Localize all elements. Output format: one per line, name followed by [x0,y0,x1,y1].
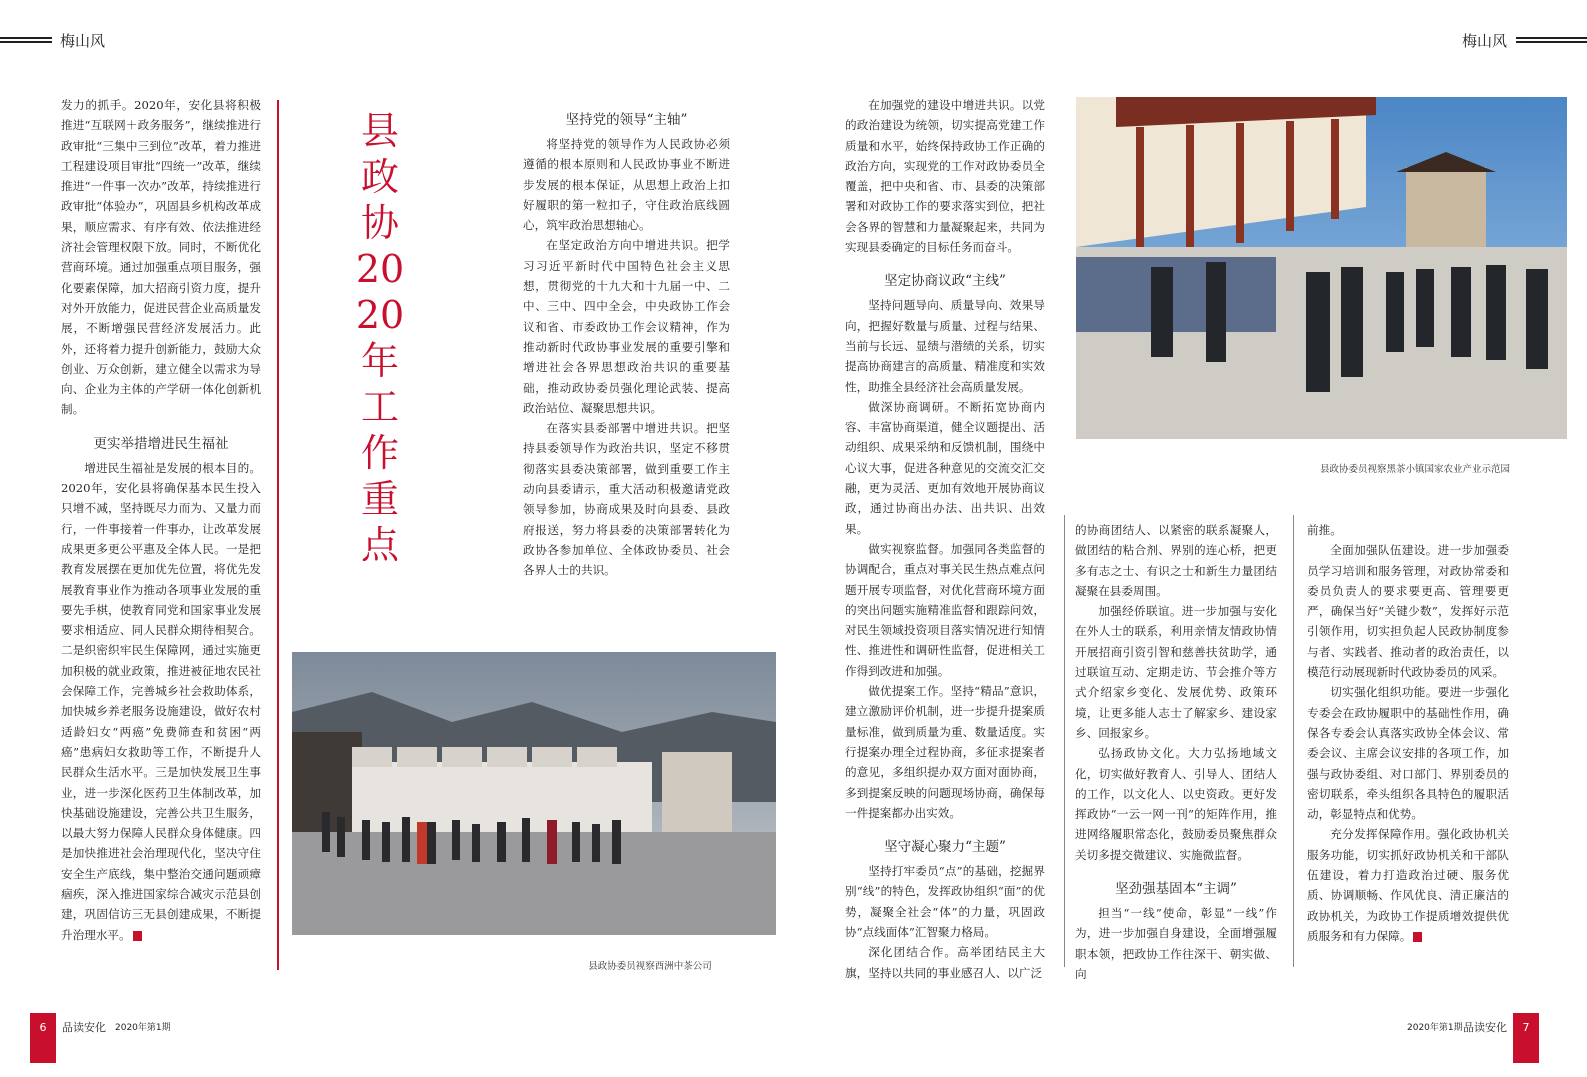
page-number-right: 7 [1513,1013,1539,1063]
title-rule [277,100,279,970]
col1-paragraph-1: 发力的抓手。2020年，安化县将积极推进“互联网＋政务服务”，继续推进行政审批“三集中三到位”改革，着力推进工程建设项目审批“四统一”改革，继续推进“一件事一次办”改革，持续推进行政审批“体验办”，巩固县乡机构改革成果，顺应需求、有序有效、依法推进经济社会管理权限下放。同时，不断优化营商环境。通过加强重点项目服务，强化要素保障，加大招商引资力度，提升对外开放能力，促进民营企业高质量发展，不断增强民营经济发展活力。此外，还将着力提升创新能力，鼓励大众创业、万众创新，建立健全以需求为导向、企业为主体的产学研一体化创新机制。 [61,98,261,417]
col3-paragraph-6: 坚持打牢委员“点”的基础，挖掘界别“线”的特色，发挥政协组织“面”的优势，凝聚全社会“体”的力量，巩固政协“点线面体”汇智聚力格局。 [845,864,1045,939]
col2-paragraph-1: 将坚持党的领导作为人民政协必须遵循的根本原则和人民政协事业不断进步发展的根本保证，从思想上政治上扣好履职的第一粒扣子，守住政治底线圆心，筑牢政治思想轴心。 [523,137,730,233]
col5-paragraph-2: 全面加强队伍建设。进一步加强委员学习培训和服务管理，对政协常委和委员负责人的要求要更高、管理要更严，确保当好“关键少数”，发挥好示范引领作用，切实担负起人民政协制度参与者、实践者、推动者的政治责任，以模范行动展现新时代政协委员的风采。 [1307,543,1509,680]
end-mark-icon: A [1413,932,1422,942]
col1-paragraph-2 [61,458,261,945]
col5-paragraph-1: 前推。 [1307,523,1342,537]
column-3 [845,95,1045,983]
footer-pub-right: 品读安化 [1463,1021,1507,1034]
column-4 [1075,520,1277,984]
col4-paragraph-3: 弘扬政协文化。大力弘扬地域文化，切实做好教育人、引导人、团结人的工作，以文化人、以史资政。更好发挥政协“一云一网一刊”的矩阵作用，推进网络履职常态化，鼓励委员聚焦群众关切多提交微建议、实施微监督。 [1075,746,1277,862]
photo-caption-right: 县政协委员视察黑茶小镇国家农业产业示范园 [1319,464,1510,475]
header-title-left: 梅山风 [60,32,106,50]
footer-issue-right: 2020年第1期 [1407,1023,1463,1033]
col2-paragraph-3: 在落实县委部署中增进共识。把坚持县委领导作为政治共识，坚定不移贯彻落实县委决策部署，做到重要工作主动向县委请示，重大活动积极邀请党政领导参加，协商成果及时向县委、县政府报送，努力将县委的决策部署转化为政协各参加单位、全体政协委员、社会各界人士的共识。 [523,421,730,578]
col3-paragraph-7: 深化团结合作。高举团结民主大旗，坚持以共同的事业感召人、以广泛 [845,945,1045,980]
col2-subheading: 坚持党的领导“主轴” [565,112,688,128]
header-title-right: 梅山风 [1462,32,1508,50]
col3-paragraph-5: 做优提案工作。坚持“精品”意识，建立激励评价机制，进一步提升提案质量标准，做到质量为重、数量适度。实行提案办理全过程协商，多征求提案者的意见，多组织提办双方面对面协商，多到提案反映的问题现场协商，确保每一件提案都办出实效。 [845,684,1045,820]
col2-paragraph-2: 在坚定政治方向中增进共识。把学习习近平新时代中国特色社会主义思想，贯彻党的十九大和十九届一中、二中、三中、四中全会，中央政协工作会议和省、市委政协工作会议精神，作为推动新时代政协事业发展的重要引擎和增进社会各界思想政治共识的重要基础，推动政协委员强化理论武装、提高政治站位、凝聚思想共识。 [523,238,730,415]
photo-tea-company-image [292,652,776,935]
col4-paragraph-2: 加强经侨联谊。进一步加强与安化在外人士的联系，利用亲情友情政协情开展招商引资引智和慈善扶贫助学，通过联谊互动、定期走访、节会推介等方式介绍家乡变化、发展优势、政策环境，让更多能人志士了解家乡、建设家乡、回报家乡。 [1075,604,1277,740]
photo-tea-town-visit [1076,97,1567,439]
col4-paragraph-1: 的协商团结人、以紧密的联系凝聚人，做团结的粘合剂、界别的连心桥，把更多有志之士、有识之士和新生力量团结凝聚在县委周围。 [1075,523,1277,598]
col4-paragraph-4: 担当“一线”使命，彰显“一线”作为，进一步加强自身建设，全面增强履职本领，把政协工作往深干、朝实做、向 [1075,906,1277,981]
col1-subheading: 更实举措增进民生福祉 [93,435,229,452]
col3-paragraph-4: 做实视察监督。加强同各类监督的协调配合，重点对事关民生热点难点问题开展专项监督，对优化营商环境方面的突出问题实施精准监督和跟踪问效，对民生领域投资项目落实情况进行知情性、推进性和调研性监督，促进相关工作得到改进和加强。 [845,541,1045,678]
column-1 [61,95,261,945]
photo-caption-left: 县政协委员视察酉洲中茶公司 [588,961,712,972]
col4-subheading: 坚劲强基固本“主调” [1115,881,1237,898]
header-rule-left [0,37,52,45]
column-separator [1064,515,1065,967]
end-mark-icon: A [133,931,142,941]
col3-paragraph-2: 坚持问题导向、质量导向、效果导向，把握好数量与质量、过程与结果、当前与长远、显绩与潜绩的关系，切实提高协商建言的高质量、精准度和实效性，助推全县经济社会高质量发展。 [845,298,1045,394]
col5-paragraph-4 [1307,824,1509,946]
column-separator-2 [1293,515,1294,967]
photo-tea-town-image [1076,97,1567,439]
header-rule-right [1516,37,1587,45]
footer-issue-left: 2020年第1期 [115,1023,171,1033]
col3-paragraph-3: 做深协商调研。不断拓宽协商内容、丰富协商渠道，健全议题提出、活动组织、成果采纳和反馈机制，围绕中心议大事，促进各种意见的交流交汇交融，更为灵活、更加有效地开展协商议政，通过协商出办法、出共识、出效果。 [845,399,1045,536]
column-2 [523,108,730,581]
col3-subheading-2: 坚守凝心聚力“主题” [884,839,1006,856]
col3-paragraph-1: 在加强党的建设中增进共识。以党的政治建设为统领，切实提高党建工作质量和水平，始终保持政协工作正确的政治方向，实现党的工作对政协委员全覆盖，把中央和省、市、县委的决策部署和对政协工作的要求落实到位，把社会各界的智慧和力量凝聚起来，共同为实现县委确定的目标任务而奋斗。 [845,98,1045,255]
footer-pub-left: 品读安化 [62,1021,106,1034]
col5-paragraph-3: 切实强化组织功能。要进一步强化专委会在政协履职中的基础性作用，确保各专委会认真落实政协全体会议、常委会议、主席会议安排的各项工作，加强与政协委组、对口部门、界别委员的密切联系，牵头组织各具特色的履职活动，彰显特点和优势。 [1307,685,1509,822]
col5-paragraph-4-text: 充分发挥保障作用。强化政协机关服务功能，切实抓好政协机关和干部队伍建设，着力打造政治过硬、服务优质、协调顺畅、作风优良、清正廉洁的政协机关，为政协工作提质增效提供优质服务和有力保障。 [1307,827,1509,943]
col3-subheading-1: 坚定协商议政“主线” [884,273,1006,290]
photo-tea-company-visit [292,652,776,935]
col1-paragraph-2-text: 增进民生福祉是发展的根本目的。2020年，安化县将确保基本民生投入只增不减，坚持既尽力而为、又量力而行，一件事接着一件事办，让改革发展成果更多更公平惠及全体人民。一是把教育发展摆在更加优先位置，将优先发展教育事业作为推动各项事业发展的重要先手棋，使教育同党和国家事业发展要求相适应、同人民群众期待相契合。二是织密织牢民生保障网，通过实施更加积极的就业政策，推进被征地农民社会保障工作，完善城乡社会救助体系，加快城乡养老服务设施建设，做好农村适龄妇女“两癌”免费筛查和贫困“两癌”患病妇女救助等工作，不断提升人民群众生活水平。三是加快发展卫生事业，进一步深化医药卫生体制改革，加快基础设施建设，完善公共卫生服务，以最大努力保障人民群众身体健康。四是加快推进社会治理现代化，坚决守住安全生产底线，集中整治交通问题顽瘴痼疾，深入推进国家综合减灾示范县创建，巩固信访三无县创建成果，不断提升治理水平。 [61,460,261,942]
page-number-left: 6 [30,1013,56,1063]
column-5 [1307,520,1509,946]
page-title: 县政协2020年工作重点 [355,109,405,567]
